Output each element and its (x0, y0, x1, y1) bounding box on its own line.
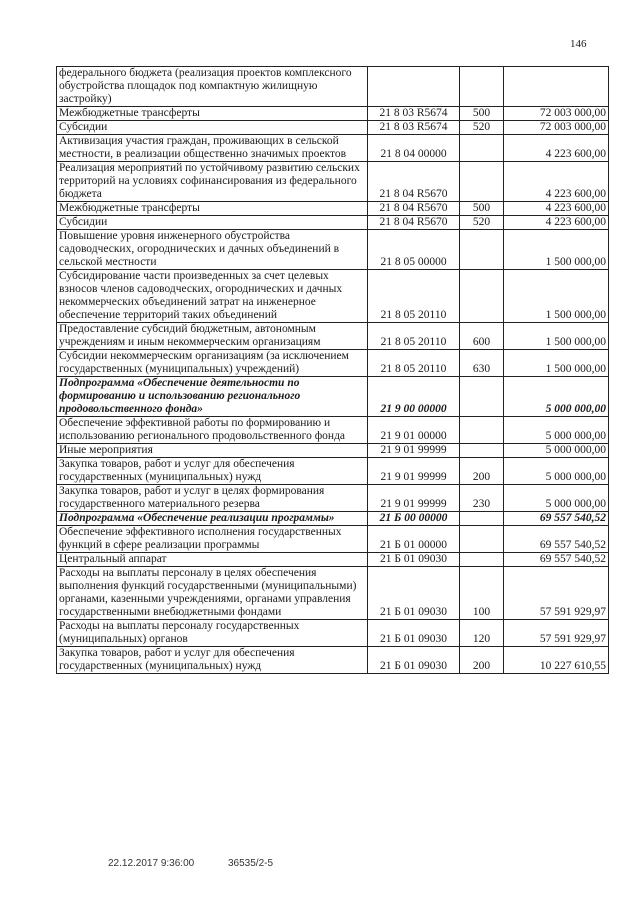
row-code-cell: 21 8 05 20110 (368, 323, 460, 350)
table-row (57, 323, 609, 350)
row-code-cell: 21 8 05 20110 (368, 270, 460, 323)
table-row (57, 67, 609, 107)
row-type-cell (460, 512, 504, 526)
table-row (57, 216, 609, 230)
row-amount-cell: 4 223 600,00 (504, 202, 609, 216)
table-row (57, 107, 609, 121)
document-id: 36535/2-5 (228, 858, 274, 869)
table-row (57, 202, 609, 216)
table-row (57, 270, 609, 323)
row-code-cell: 21 9 00 00000 (368, 377, 460, 417)
row-code-cell: 21 Б 01 09030 (368, 553, 460, 567)
row-code-cell: 21 9 01 99999 (368, 485, 460, 512)
row-code-cell: 21 8 04 R5670 (368, 216, 460, 230)
row-type-cell: 520 (460, 121, 504, 135)
row-amount-cell: 5 000 000,00 (504, 485, 609, 512)
table-row (57, 553, 609, 567)
row-code-cell: 21 9 01 00000 (368, 417, 460, 444)
row-name-cell: Подпрограмма «Обеспечение деятельности по формированию и использованию регионального продовольственного фонда» (57, 377, 368, 417)
row-name-cell: Иные мероприятия (57, 444, 368, 458)
row-type-cell: 500 (460, 107, 504, 121)
row-name-cell: федерального бюджета (реализация проектов комплексного обустройства площадок под компактную жилищную застройку) (57, 67, 368, 107)
row-name-cell: Реализация мероприятий по устойчивому развитию сельских территорий на условиях софинансирования из федерального бюджета (57, 162, 368, 202)
row-type-cell (460, 444, 504, 458)
row-name-cell: Межбюджетные трансферты (57, 107, 368, 121)
row-amount-cell: 57 591 929,97 (504, 620, 609, 647)
row-type-cell (460, 67, 504, 107)
row-type-cell: 200 (460, 647, 504, 674)
row-amount-cell: 4 223 600,00 (504, 162, 609, 202)
row-amount-cell: 1 500 000,00 (504, 350, 609, 377)
row-code-cell: 21 8 05 20110 (368, 350, 460, 377)
row-name-cell: Субсидии (57, 121, 368, 135)
row-type-cell (460, 135, 504, 162)
row-code-cell: 21 8 03 R5674 (368, 107, 460, 121)
row-type-cell: 120 (460, 620, 504, 647)
row-amount-cell: 4 223 600,00 (504, 216, 609, 230)
row-type-cell: 230 (460, 485, 504, 512)
row-amount-cell: 5 000 000,00 (504, 458, 609, 485)
row-code-cell: 21 8 04 00000 (368, 135, 460, 162)
row-name-cell: Подпрограмма «Обеспечение реализации программы» (57, 512, 368, 526)
row-name-cell: Субсидии некоммерческим организациям (за исключением государственных (муниципальных) учреждений) (57, 350, 368, 377)
row-name-cell: Активизация участия граждан, проживающих в сельской местности, в реализации общественно значимых проектов (57, 135, 368, 162)
row-name-cell: Субсидирование части произведенных за счет целевых взносов членов садоводческих, огороднических и дачных некоммерческих объединений затрат на инженерное обеспечение территорий таких объединений (57, 270, 368, 323)
row-amount-cell: 10 227 610,55 (504, 647, 609, 674)
row-amount-cell: 5 000 000,00 (504, 444, 609, 458)
row-code-cell (368, 67, 460, 107)
table-body (57, 67, 609, 674)
row-code-cell: 21 8 04 R5670 (368, 162, 460, 202)
row-amount-cell: 69 557 540,52 (504, 526, 609, 553)
row-name-cell: Межбюджетные трансферты (57, 202, 368, 216)
row-amount-cell: 5 000 000,00 (504, 417, 609, 444)
row-type-cell (460, 162, 504, 202)
row-type-cell: 200 (460, 458, 504, 485)
row-type-cell: 520 (460, 216, 504, 230)
table-row (57, 230, 609, 270)
print-timestamp: 22.12.2017 9:36:00 (108, 858, 195, 869)
page-number: 146 (570, 38, 587, 50)
table-row (57, 647, 609, 674)
table-row (57, 620, 609, 647)
row-amount-cell: 1 500 000,00 (504, 323, 609, 350)
row-code-cell: 21 8 04 R5670 (368, 202, 460, 216)
row-code-cell: 21 9 01 99999 (368, 444, 460, 458)
row-type-cell: 500 (460, 202, 504, 216)
row-name-cell: Закупка товаров, работ и услуг в целях формирования государственного материального резерва (57, 485, 368, 512)
row-amount-cell: 5 000 000,00 (504, 377, 609, 417)
row-type-cell (460, 377, 504, 417)
row-code-cell: 21 Б 01 09030 (368, 567, 460, 620)
budget-table (56, 66, 609, 674)
table-row (57, 458, 609, 485)
table-row (57, 162, 609, 202)
table-row (57, 121, 609, 135)
row-name-cell: Субсидии (57, 216, 368, 230)
row-type-cell (460, 417, 504, 444)
row-name-cell: Предоставление субсидий бюджетным, автономным учреждениям и иным некоммерческим организациям (57, 323, 368, 350)
row-name-cell: Закупка товаров, работ и услуг для обеспечения государственных (муниципальных) нужд (57, 647, 368, 674)
table-row (57, 350, 609, 377)
row-type-cell: 100 (460, 567, 504, 620)
row-code-cell: 21 8 05 00000 (368, 230, 460, 270)
row-amount-cell: 69 557 540,52 (504, 553, 609, 567)
row-type-cell: 630 (460, 350, 504, 377)
row-amount-cell: 1 500 000,00 (504, 230, 609, 270)
table-row (57, 135, 609, 162)
row-code-cell: 21 Б 01 00000 (368, 526, 460, 553)
table-row (57, 485, 609, 512)
table-row-subprogram (57, 377, 609, 417)
row-name-cell: Центральный аппарат (57, 553, 368, 567)
row-type-cell (460, 553, 504, 567)
row-name-cell: Расходы на выплаты персоналу государственных (муниципальных) органов (57, 620, 368, 647)
row-code-cell: 21 8 03 R5674 (368, 121, 460, 135)
row-name-cell: Обеспечение эффективного исполнения государственных функций в сфере реализации программы (57, 526, 368, 553)
row-amount-cell: 72 003 000,00 (504, 107, 609, 121)
row-type-cell: 600 (460, 323, 504, 350)
row-name-cell: Закупка товаров, работ и услуг для обеспечения государственных (муниципальных) нужд (57, 458, 368, 485)
row-code-cell: 21 Б 01 09030 (368, 647, 460, 674)
row-type-cell (460, 270, 504, 323)
row-amount-cell: 1 500 000,00 (504, 270, 609, 323)
table-row (57, 526, 609, 553)
table-row (57, 567, 609, 620)
row-name-cell: Расходы на выплаты персоналу в целях обеспечения выполнения функций государственными (муниципальными) органами, казенными учреждениями, органами управления государственными внебюджетными фондами (57, 567, 368, 620)
row-amount-cell: 4 223 600,00 (504, 135, 609, 162)
table-row (57, 444, 609, 458)
row-amount-cell: 69 557 540,52 (504, 512, 609, 526)
row-amount-cell (504, 67, 609, 107)
row-name-cell: Повышение уровня инженерного обустройства садоводческих, огороднических и дачных объединений в сельской местности (57, 230, 368, 270)
row-code-cell: 21 Б 01 09030 (368, 620, 460, 647)
row-type-cell (460, 230, 504, 270)
row-code-cell: 21 9 01 99999 (368, 458, 460, 485)
table-row-subprogram (57, 512, 609, 526)
row-amount-cell: 57 591 929,97 (504, 567, 609, 620)
row-amount-cell: 72 003 000,00 (504, 121, 609, 135)
row-code-cell: 21 Б 00 00000 (368, 512, 460, 526)
table-row (57, 417, 609, 444)
row-name-cell: Обеспечение эффективной работы по формированию и использованию регионального продовольственного фонда (57, 417, 368, 444)
row-type-cell (460, 526, 504, 553)
